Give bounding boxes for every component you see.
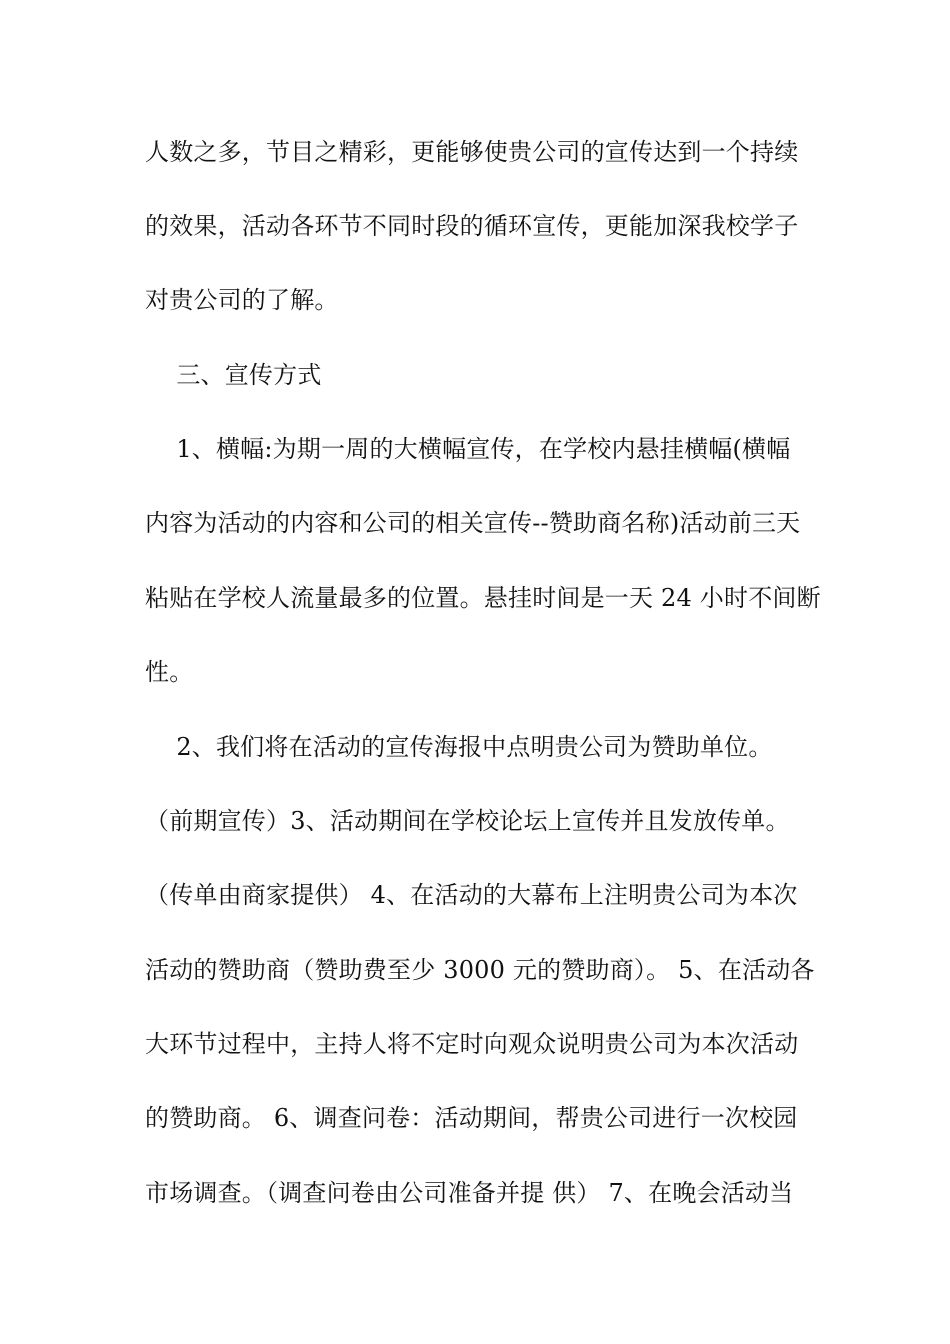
text-line: 1、横幅:为期一周的大横幅宣传，在学校内悬挂横幅(横幅 [145,435,791,463]
text-line: （传单由商家提供） 4、在活动的大幕布上注明贵公司为本次 [145,881,798,909]
text-line: 大环节过程中，主持人将不定时向观众说明贵公司为本次活动 [145,1030,799,1058]
text-line: 内容为活动的内容和公司的相关宣传--赞助商名称)活动前三天 [145,509,801,537]
text-line: 的赞助商。 6、调查问卷：活动期间，帮贵公司进行一次校园 [145,1104,798,1132]
text-line: 粘贴在学校人流量最多的位置。悬挂时间是一天 24 小时不间断 [145,584,821,612]
text-line: 市场调查。（调查问卷由公司准备并提 供） 7、在晚会活动当 [145,1179,794,1207]
text-line: 人数之多，节目之精彩，更能够使贵公司的宣传达到一个持续 [145,138,799,166]
text-line: 的效果，活动各环节不同时段的循环宣传，更能加深我校学子 [145,212,799,240]
text-line: 活动的赞助商（赞助费至少 3000 元的赞助商）。 5、在活动各 [145,956,815,984]
text-line: 性。 [145,658,194,686]
section-heading: 三、宣传方式 [145,361,322,389]
text-line: （前期宣传）3、活动期间在学校论坛上宣传并且发放传单。 [145,807,790,835]
text-line: 对贵公司的了解。 [145,286,339,314]
text-line: 2、我们将在活动的宣传海报中点明贵公司为赞助单位。 [145,733,773,761]
